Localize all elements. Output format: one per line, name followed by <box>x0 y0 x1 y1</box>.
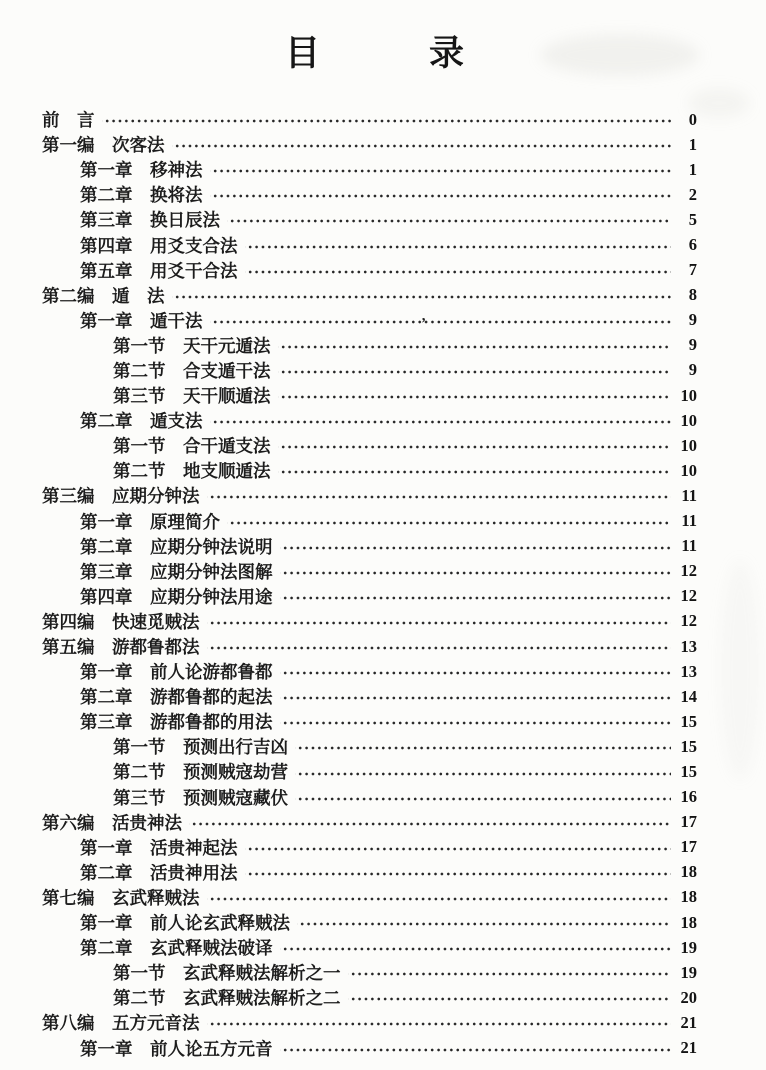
toc-entry-text: 第二章 遁支法 <box>80 411 203 432</box>
toc-row <box>42 785 697 810</box>
toc-row <box>42 885 697 910</box>
toc-leader-dots <box>207 483 672 508</box>
toc-entry-text: 第二章 游都鲁都的起法 <box>80 687 273 708</box>
toc-row <box>42 458 697 483</box>
toc-entry-text: 第二章 玄武释贼法破译 <box>80 938 273 959</box>
toc-entry-text: 第三节 预测贼寇藏伏 <box>113 787 288 808</box>
toc-entry-text: 第二章 换将法 <box>80 185 203 206</box>
toc-page-number: 10 <box>680 435 697 455</box>
toc-page-number: 15 <box>680 711 697 731</box>
toc-page-number: 1 <box>688 159 697 179</box>
toc-row <box>42 283 697 308</box>
toc-leader-dots <box>210 308 672 333</box>
toc-entry-text: 第四章 用爻支合法 <box>80 235 238 256</box>
toc-page-number: 8 <box>688 285 697 305</box>
toc-entry-text: 前 言 <box>42 110 95 131</box>
toc-row <box>42 232 697 257</box>
toc-row <box>42 960 697 985</box>
toc-leader-dots <box>172 132 672 157</box>
toc-entry-text: 第一章 原理简介 <box>80 511 220 532</box>
toc-row <box>42 985 697 1010</box>
toc-leader-dots <box>227 509 671 534</box>
toc-row <box>42 358 697 383</box>
toc-page-number: 16 <box>680 787 697 807</box>
toc-row <box>42 935 697 960</box>
toc-row <box>42 1010 697 1035</box>
toc-entry-text: 第一编 次客法 <box>42 135 165 156</box>
toc-row <box>42 509 697 534</box>
toc-row <box>42 910 697 935</box>
toc-row <box>42 835 697 860</box>
toc-row <box>42 308 697 333</box>
toc-entry-text: 第一章 前人论五方元音 <box>80 1038 273 1059</box>
toc-leader-dots <box>280 935 672 960</box>
toc-row <box>42 207 697 232</box>
toc-entry-text: 第三编 应期分钟法 <box>42 486 200 507</box>
toc-row <box>42 1035 697 1060</box>
toc-entry-text: 第一章 移神法 <box>80 160 203 181</box>
toc-entry-text: 第一节 天干元遁法 <box>113 335 271 356</box>
toc-leader-dots <box>280 709 672 734</box>
toc-row <box>42 609 697 634</box>
toc-leader-dots <box>280 584 672 609</box>
toc-page-number: 12 <box>680 561 697 581</box>
toc-row <box>42 157 697 182</box>
toc-page-number: 11 <box>681 536 697 556</box>
toc-entry-text: 第七编 玄武释贼法 <box>42 887 200 908</box>
toc-entry-text: 第二章 应期分钟法说明 <box>80 536 273 557</box>
toc-leader-dots <box>278 433 672 458</box>
toc-row <box>42 810 697 835</box>
toc-entry-text: 第二节 预测贼寇劫营 <box>113 762 288 783</box>
toc-row <box>42 534 697 559</box>
toc-leader-dots <box>280 1035 672 1060</box>
toc-leader-dots <box>207 1010 672 1035</box>
toc-leader-dots <box>207 634 672 659</box>
toc-page-number: 10 <box>680 410 697 430</box>
scan-smudge <box>720 560 760 780</box>
toc-entry-text: 第二章 活贵神用法 <box>80 862 238 883</box>
toc-row <box>42 258 697 283</box>
toc-page-number: 13 <box>680 661 697 681</box>
toc-page-number: 20 <box>680 987 697 1007</box>
toc-page-number: 18 <box>680 862 697 882</box>
toc-entry-text: 第一章 活贵神起法 <box>80 837 238 858</box>
toc-entry-text: 第五章 用爻干合法 <box>80 260 238 281</box>
toc-entry-text: 第三章 换日辰法 <box>80 210 220 231</box>
toc-entry-text: 第三节 天干顺遁法 <box>113 386 271 407</box>
toc-entry-text: 第二编 遁 法 <box>42 285 165 306</box>
toc-leader-dots <box>280 534 672 559</box>
toc-leader-dots <box>280 659 672 684</box>
toc-page-number: 18 <box>680 912 697 932</box>
toc-leader-dots <box>189 810 671 835</box>
scan-smudge <box>688 88 750 118</box>
toc-leader-dots <box>297 910 671 935</box>
toc-page-number: 7 <box>688 260 697 280</box>
toc-leader-dots <box>245 232 672 257</box>
toc-row <box>42 559 697 584</box>
toc-entry-text: 第三章 应期分钟法图解 <box>80 561 273 582</box>
toc-entry-text: 第五编 游都鲁都法 <box>42 637 200 658</box>
toc-page-number: 14 <box>680 686 697 706</box>
toc-entry-text: 第二节 地支顺遁法 <box>113 461 271 482</box>
toc-page-number: 12 <box>680 586 697 606</box>
toc-row <box>42 659 697 684</box>
toc-page-number: 19 <box>680 962 697 982</box>
toc-page-number: 17 <box>680 812 697 832</box>
toc-leader-dots <box>348 985 672 1010</box>
toc-leader-dots <box>245 258 672 283</box>
toc-row <box>42 584 697 609</box>
toc-list <box>42 107 697 1061</box>
toc-leader-dots <box>172 283 672 308</box>
toc-page-number: 5 <box>688 209 697 229</box>
toc-page-number: 9 <box>688 335 697 355</box>
toc-page-number: 15 <box>680 736 697 756</box>
toc-page-number: 0 <box>688 109 697 129</box>
toc-page-number: 2 <box>688 184 697 204</box>
toc-entry-text: 第四章 应期分钟法用途 <box>80 586 273 607</box>
toc-page-number: 11 <box>681 485 697 505</box>
toc-leader-dots <box>278 458 672 483</box>
toc-row <box>42 182 697 207</box>
toc-row <box>42 433 697 458</box>
toc-page-number: 19 <box>680 937 697 957</box>
toc-leader-dots <box>245 860 672 885</box>
toc-leader-dots <box>278 358 672 383</box>
toc-leader-dots <box>207 609 672 634</box>
toc-page-number: 21 <box>680 1012 697 1032</box>
toc-entry-text: 第一节 合干遁支法 <box>113 436 271 457</box>
toc-page-number: 18 <box>680 887 697 907</box>
toc-leader-dots <box>207 885 672 910</box>
toc-leader-dots <box>245 835 672 860</box>
toc-leader-dots <box>295 734 671 759</box>
toc-entry-text: 第三章 游都鲁都的用法 <box>80 712 273 733</box>
toc-row <box>42 483 697 508</box>
toc-leader-dots <box>278 383 672 408</box>
toc-entry-text: 第一章 前人论玄武释贼法 <box>80 913 290 934</box>
page-title: 目 录 <box>284 34 465 73</box>
toc-page-number: 9 <box>688 360 697 380</box>
toc-page-number: 12 <box>680 611 697 631</box>
toc-entry-text: 第六编 活贵神法 <box>42 812 182 833</box>
toc-entry-text: 第一节 玄武释贼法解析之一 <box>113 963 341 984</box>
toc-entry-text: 第二节 合支遁干法 <box>113 360 271 381</box>
toc-leader-dots <box>210 408 672 433</box>
toc-leader-dots <box>227 207 671 232</box>
toc-leader-dots <box>348 960 672 985</box>
toc-leader-dots <box>295 759 671 784</box>
toc-page-number: 11 <box>681 511 697 531</box>
toc-page-number: 10 <box>680 385 697 405</box>
toc-leader-dots <box>210 157 672 182</box>
toc-row <box>42 634 697 659</box>
toc-entry-text: 第一章 遁干法 <box>80 310 203 331</box>
toc-page-number: 1 <box>688 134 697 154</box>
leader-comma-mark: , <box>421 307 426 324</box>
toc-row <box>42 759 697 784</box>
toc-entry-text: 第二节 玄武释贼法解析之二 <box>113 988 341 1009</box>
toc-leader-dots <box>295 785 671 810</box>
toc-row <box>42 734 697 759</box>
toc-row <box>42 408 697 433</box>
toc-leader-dots <box>280 684 672 709</box>
toc-page-number: 17 <box>680 837 697 857</box>
toc-entry-text: 第四编 快速觅贼法 <box>42 611 200 632</box>
toc-page-number: 9 <box>688 310 697 330</box>
toc-page-number: 15 <box>680 761 697 781</box>
toc-page-number: 6 <box>688 235 697 255</box>
toc-entry-text: 第一章 前人论游都鲁都 <box>80 662 273 683</box>
toc-leader-dots <box>280 559 672 584</box>
toc-row <box>42 383 697 408</box>
toc-entry-text: 第一节 预测出行吉凶 <box>113 737 288 758</box>
toc-row <box>42 132 697 157</box>
toc-leader-dots <box>210 182 672 207</box>
toc-page-number: 10 <box>680 460 697 480</box>
toc-row <box>42 860 697 885</box>
toc-row <box>42 333 697 358</box>
toc-row <box>42 684 697 709</box>
toc-entry-text: 第八编 五方元音法 <box>42 1013 200 1034</box>
toc-page-number: 21 <box>680 1038 697 1058</box>
toc-leader-dots <box>278 333 672 358</box>
toc-leader-dots <box>102 107 672 132</box>
toc-row <box>42 709 697 734</box>
toc-row <box>42 107 697 132</box>
toc-page-number: 13 <box>680 636 697 656</box>
